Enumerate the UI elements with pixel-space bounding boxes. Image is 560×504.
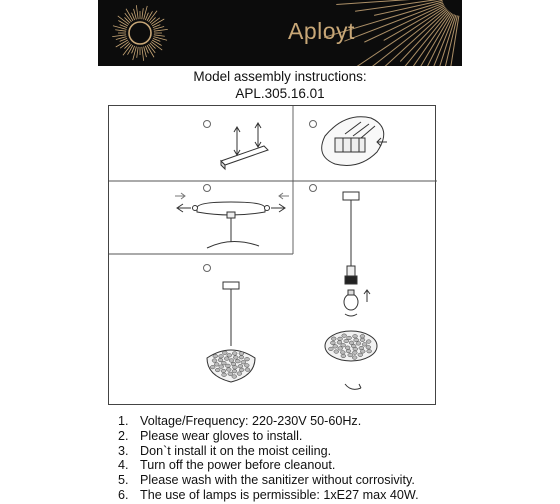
brand-name: Aployt <box>288 18 355 44</box>
assembly-diagram-figure <box>109 106 437 406</box>
instruction-number: 3. <box>118 443 129 458</box>
sunburst-logo-icon <box>98 0 462 66</box>
document-title <box>0 68 560 102</box>
instruction-item <box>118 473 548 488</box>
panel-dividers <box>109 106 437 254</box>
instruction-text: Voltage/Frequency: 220-230V 50-60Hz. <box>140 414 362 428</box>
instruction-text: The use of lamps is permissible: 1xE27 max 40W. <box>140 487 419 502</box>
instruction-text: Don`t install it on the moist ceiling. <box>140 443 332 458</box>
step-4-shade-figure <box>325 331 377 389</box>
step-3-canopy-figure <box>175 185 289 249</box>
brand-banner <box>98 0 462 66</box>
step-2-wiring-figure <box>310 117 388 166</box>
instruction-item <box>118 414 548 429</box>
instruction-number: 5. <box>118 473 129 488</box>
instruction-item <box>118 429 548 444</box>
model-number: APL.305.16.01 <box>235 86 325 101</box>
step-1-bracket-figure <box>204 121 269 170</box>
instruction-text: Turn off the power before cleanout. <box>140 458 336 473</box>
instruction-number: 2. <box>118 428 129 443</box>
instruction-item <box>118 458 548 473</box>
step-5-assembled-figure <box>204 265 256 383</box>
instruction-text: Please wear gloves to install. <box>140 428 303 443</box>
step-4-bulb-figure <box>310 185 371 317</box>
instruction-item <box>118 488 548 503</box>
instruction-item <box>118 444 548 459</box>
page-title: Model assembly instructions: <box>193 69 367 84</box>
instruction-number: 4. <box>118 458 129 473</box>
assembly-diagram <box>108 105 436 405</box>
instruction-number: 1. <box>118 414 129 428</box>
instruction-number: 6. <box>118 487 129 502</box>
instruction-list <box>118 414 548 503</box>
instruction-text: Please wash with the sanitizer without corrosivity. <box>140 473 415 488</box>
